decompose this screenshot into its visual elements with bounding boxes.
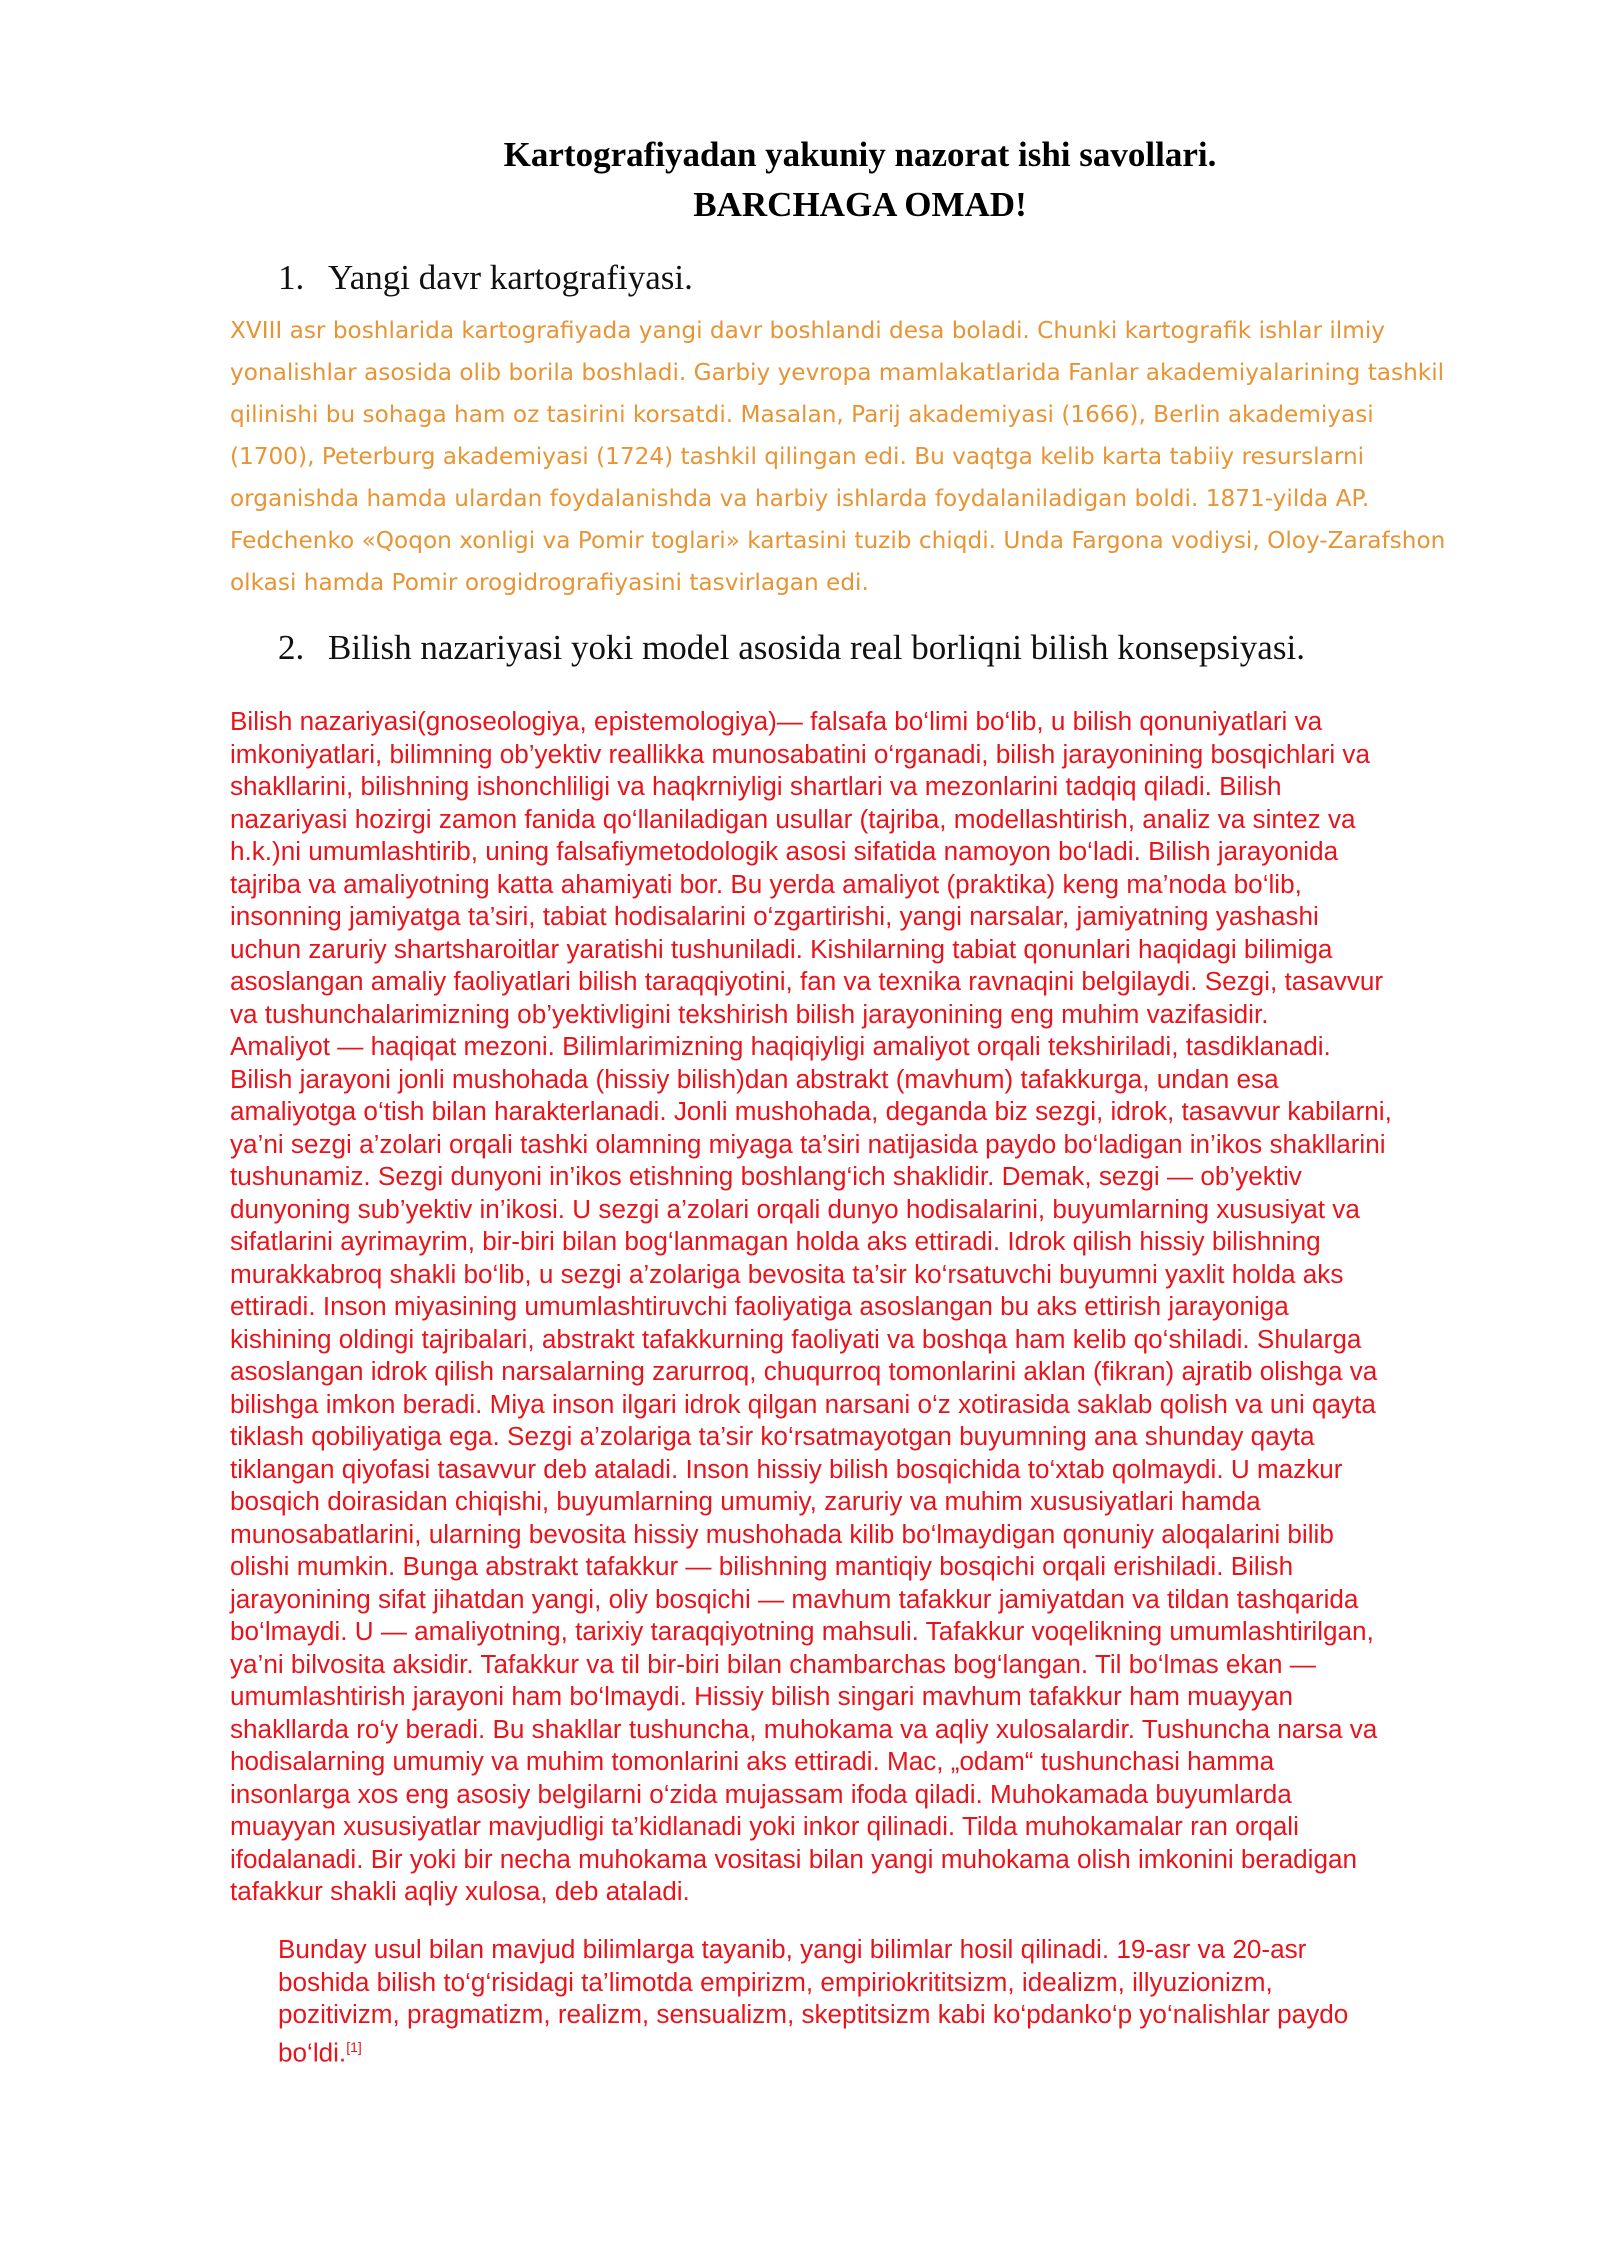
section-2-line: ifodalanadi. Bir yoki bir necha muhokama vositasi bilan yangi muhokama olish imkonini beradigan (230, 1843, 1357, 1874)
section-2-line: tafakkur shakli aqliy xulosa, deb ataladi. (230, 1876, 690, 1906)
section-2-line: olishi mumkin. Bunga abstrakt tafakkur — bilishning mantiqiy bosqichi orqali erishiladi. Bilish (230, 1551, 1294, 1581)
document-title (0, 130, 1600, 230)
section-2-line: nazariyasi hozirgi zamon fanida qo‘llaniladigan usullar (tajriba, modellashtirish, analiz va sintez va (230, 803, 1356, 834)
section-1-line: (1700), Peterburg akademiyasi (1724) tashkil qilingan edi. Bu vaqtga kelib karta tabiiy resurslarni (230, 443, 1365, 470)
section-2-line: umumlashtirish jarayoni ham bo‘lmaydi. Hissiy bilish singari mavhum tafakkur ham muayyan (230, 1681, 1293, 1711)
section-1-line: qilinishi bu sohaga ham oz tasirini korsatdi. Masalan, Parij akademiyasi (1666), Berlin akademiyasi (230, 401, 1374, 428)
section-2-closing (278, 1933, 1478, 2069)
section-2-line: va tushunchalarimizning ob’yektivligini tekshirish bilish jarayonining eng muhim vazifasidir. (230, 998, 1269, 1029)
section-2-line: Amaliyot — haqiqat mezoni. Bilimlarimizning haqiqiyligi amaliyot orqali tekshiriladi, tasdiklanadi. (230, 1031, 1331, 1061)
footnote-ref-link[interactable]: [1] (346, 2038, 362, 2055)
section-1-heading (278, 258, 693, 298)
section-2-number: 2. (278, 628, 305, 667)
section-1-title: Yangi davr kartografiyasi. (328, 258, 693, 297)
closing-line: boshida bilish to‘g‘risidagi ta’limotda empirizm, empiriokrititsizm, idealizm, illyuzionizm, (278, 1966, 1273, 1997)
section-2-line: ettiradi. Inson miyasining umumlashtiruvchi faoliyatiga asoslangan bu aks ettirish jarayoniga (230, 1291, 1289, 1321)
section-2-line: tiklash qobiliyatiga ega. Sezgi a’zolariga ta’sir ko‘rsatmayotgan buyumning ana shunday qayta (230, 1421, 1315, 1451)
section-2-line: murakkabroq shakli bo‘lib, u sezgi a’zolariga bevosita ta’sir ko‘rsatuvchi buyumni yaxlit holda aks (230, 1258, 1344, 1289)
section-2-line: tushunamiz. Sezgi dunyoni in’ikos etishning boshlang‘ich shaklidir. Demak, sezgi — ob’yektiv (230, 1161, 1302, 1191)
section-2-line: uchun zaruriy shartsharoitlar yaratishi tushuniladi. Kishilarning tabiat qonunlari haqidagi bilimiga (230, 933, 1333, 964)
section-2-line: sifatlarini ayrimayrim, bir-biri bilan bog‘lanmagan holda aks ettiradi. Idrok qilish hissiy bilishning (230, 1226, 1321, 1256)
closing-line-text: bo‘ldi. (278, 2037, 347, 2068)
section-2-line: tajriba va amaliyotning katta ahamiyati bor. Bu yerda amaliyot (praktika) keng ma’noda bo‘lib, (230, 868, 1302, 899)
section-1-line: yonalishlar asosida olib borila boshladi. Garbiy yevropa mamlakatlarida Fanlar akademiyalarining tashkil (230, 359, 1445, 386)
closing-line: pozitivizm, pragmatizm, realizm, sensualizm, skeptitsizm kabi ko‘pdanko‘p yo‘nalishlar paydo (278, 1999, 1349, 2029)
section-2-line: shakllarini, bilishning ishonchliligi va haqkrniyligi shartlari va mezonlarini tadqiq qiladi. Bilish (230, 771, 1282, 801)
section-2-line: hodisalarning umumiy va muhim tomonlarini aks ettiradi. Mac, „odam“ tushunchasi hamma (230, 1746, 1275, 1776)
section-1-line: XVIII asr boshlarida kartografiyada yangi davr boshlandi desa boladi. Chunki kartografik ishlar ilmiy (230, 317, 1385, 344)
section-2-line: h.k.)ni umumlashtirib, uning falsafiymetodologik asosi sifatida namoyon bo‘ladi. Bilish jarayonida (230, 836, 1339, 866)
section-2-line: ya’ni bilvosita aksidir. Tafakkur va til bir-biri bilan chambarchas bog‘langan. Til bo‘lmas ekan — (230, 1648, 1316, 1679)
section-1-line: olkasi hamda Pomir orogidrografiyasini tasvirlagan edi. (230, 569, 869, 596)
title-line-1: Kartografiyadan yakuniy nazorat ishi savollari. (503, 135, 1217, 174)
section-2-line: ya’ni sezgi a’zolari orqali tashki olamning miyaga ta’siri natijasida paydo bo‘ladigan in’ikos shakllarini (230, 1128, 1386, 1159)
section-2-line: amaliyotga o‘tish bilan harakterlanadi. Jonli mushohada, deganda biz sezgi, idrok, tasavvur kabilarni, (230, 1096, 1392, 1126)
section-2-line: Bilish jarayoni jonli mushohada (hissiy bilish)dan abstrakt (mavhum) tafakkurga, undan esa (230, 1063, 1279, 1094)
section-2-line: munosabatlarini, ularning bevosita hissiy mushohada kilib bo‘lmaydigan qonuniy aloqalarini bilib (230, 1518, 1334, 1549)
section-2-line: kishining oldingi tajribalari, abstrakt tafakkurning faoliyati va boshqa ham kelib qo‘shiladi. Shularga (230, 1323, 1362, 1354)
section-2-line: insonning jamiyatga ta’siri, tabiat hodisalarini o‘zgartirishi, yangi narsalar, jamiyatning yashashi (230, 901, 1319, 931)
section-2-title: Bilish nazariyasi yoki model asosida real borliqni bilish konsepsiyasi. (328, 628, 1305, 667)
section-2-line: tiklangan qiyofasi tasavvur deb ataladi. Inson hissiy bilish bosqichida to‘xtab qolmaydi. U mazkur (230, 1453, 1343, 1484)
section-2-line: dunyoning sub’yektiv in’ikosi. U sezgi a’zolari orqali dunyo hodisalarini, buyumlarning xususiyat va (230, 1193, 1360, 1224)
section-1-line: Fedchenko «Qoqon xonligi va Pomir toglari» kartasini tuzib chiqdi. Unda Fargona vodiysi, Oloy-Zarafshon (230, 527, 1446, 554)
section-2-line: Bilish nazariyasi(gnoseologiya, epistemologiya)— falsafa bo‘limi bo‘lib, u bilish qonuniyatlari va (230, 706, 1323, 736)
section-1-body (230, 310, 1510, 604)
section-2-line: insonlarga xos eng asosiy belgilarni o‘zida mujassam ifoda qiladi. Muhokamada buyumlarda (230, 1778, 1292, 1809)
section-1-number: 1. (278, 258, 305, 297)
section-2-line: asoslangan idrok qilish narsalarning zarurroq, chuqurroq tomonlarini aklan (fikran) ajratib olishga va (230, 1356, 1378, 1386)
section-2-line: bosqich doirasidan chiqishi, buyumlarning umumiy, zaruriy va muhim xususiyatlari hamda (230, 1486, 1261, 1516)
section-2-line: bo‘lmaydi. U — amaliyotning, tarixiy taraqqiyotning mahsuli. Tafakkur voqelikning umumlashtirilgan, (230, 1616, 1374, 1646)
closing-line (278, 2031, 1478, 2069)
section-2-heading (278, 628, 1305, 668)
section-2-line: jarayonining sifat jihatdan yangi, oliy bosqichi — mavhum tafakkur jamiyatdan va tildan tashqarida (230, 1583, 1359, 1614)
section-2-line: imkoniyatlari, bilimning ob’yektiv reallikka munosabatini o‘rganadi, bilish jarayonining bosqichlari va (230, 738, 1370, 769)
title-line-2: BARCHAGA OMAD! (693, 185, 1027, 224)
closing-line: Bunday usul bilan mavjud bilimlarga tayanib, yangi bilimlar hosil qilinadi. 19-asr va 20-asr (278, 1934, 1307, 1964)
section-2-body (230, 705, 1530, 1908)
section-2-line: bilishga imkon beradi. Miya inson ilgari idrok qilgan narsani o‘z xotirasida saklab qolish va uni qayta (230, 1388, 1376, 1419)
section-2-line: muayyan xususiyatlar mavjudligi ta’kidlanadi yoki inkor qilinadi. Tilda muhokamalar ran orqali (230, 1811, 1299, 1841)
section-2-line: shakllarda ro‘y beradi. Bu shakllar tushuncha, muhokama va aqliy xulosalardir. Tushuncha narsa va (230, 1713, 1378, 1744)
section-2-line: asoslangan amaliy faoliyatlari bilish taraqqiyotini, fan va texnika ravnaqini belgilaydi. Sezgi, tasavvur (230, 966, 1384, 996)
section-1-line: organishda hamda ulardan foydalanishda va harbiy ishlarda foydalaniladigan boldi. 1871-yilda AP. (230, 485, 1370, 512)
